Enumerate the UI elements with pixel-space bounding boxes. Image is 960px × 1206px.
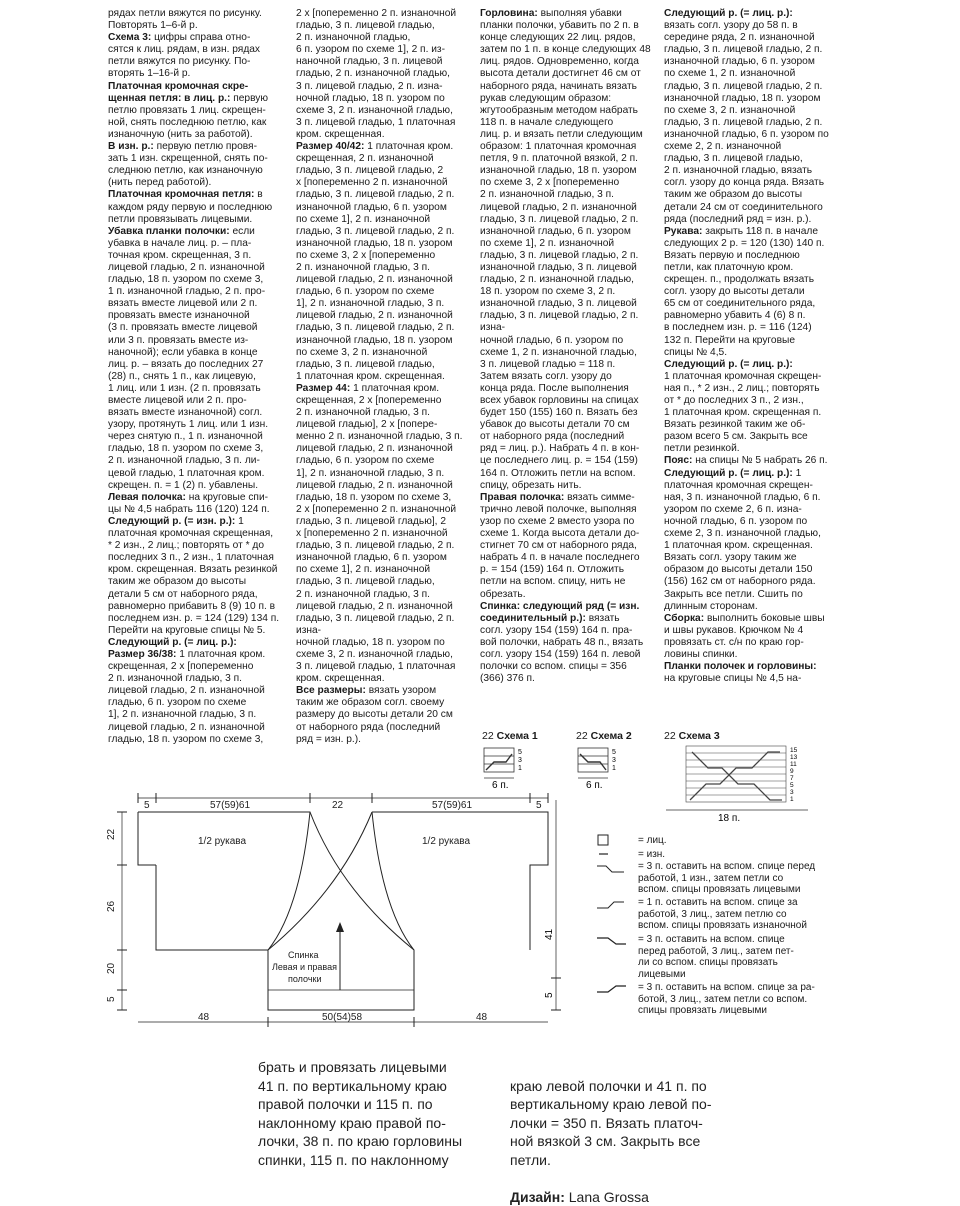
col1-paragraph [108,81,283,141]
col4-paragraph-body: выполнить боковые швы и швы рукавов. Крючком № 4 провязать ст. с/н по краю гор- ловины спинки. [664,612,825,660]
col1-paragraph [108,637,283,746]
col1-paragraph-body: цифры справа отно- сятся к лиц. рядам, в изн. рядах петли вяжутся по рисунку. По- вторять 1–16-й р. [108,32,261,80]
col4-paragraph-body: на спицы № 5 набрать 26 п. [692,455,828,467]
col3-paragraph [480,492,652,601]
legend-purl-symbol [596,848,626,860]
col2-paragraph [296,685,468,745]
col4-paragraph-heading: Следующий р. (= лиц. р.): [664,467,793,479]
dim-top-left-5: 5 [144,800,150,811]
col4-paragraph-body: вязать согл. узору до 58 п. в середине ряда, 2 п. изнаночной гладью, 3 п. лицевой гладью, 2 п. изнаночной гладью, 6 п. узором по схеме 1, 2 п. изнаночной гладью, 3 п. лицевой гладью, 2 п. изнаночной гладью, 18 п. узором по схеме 3, 2 п. изнаночной гладью, 3 п. лицевой гладью, 2 п. изнаночной гладью, 6 п. узором по схеме 2, 2 п. изнаночной гладью, 3 п. лицевой гладью, 2 п. изнаночной гладью, вязать согл. узору до конца ряда. Вязать таким же образом до высоты детали 24 см от соединительного ряда (последний ряд = изн. р.). [664,20,829,225]
design-label: Дизайн: [510,1188,565,1205]
col1-paragraph-heading: Левая полочка: [108,491,186,503]
col3-paragraph-body: вязать симме- трично левой полочке, выполняя узор по схеме 2 вместо узора по схеме 1. Когда высота детали до- стигнет 70 см от наборного ряда, набрать 4 п. в начале последнего р. = 154 (159) 164 п. Отложить петли на вспом. спицу, нить не обрезать. [480,491,640,600]
body-label-2: Левая и правая [272,962,337,972]
text-column-3 [480,8,652,685]
col4-paragraph-heading: Следующий р. (= лиц. р.): [664,8,793,19]
schema-2-row-3: 3 [612,757,616,764]
col1-paragraph-heading: В изн. р.: [108,141,154,153]
dim-top-sleeve-right: 57(59)61 [432,800,473,811]
col4-paragraph-heading: Пояс: [664,455,693,467]
col3-paragraph-body: выполняя убавки планки полочки, убавить по 2 п. в конце следующих 22 лиц. рядов, затем по 1 п. в конце следующих 48 лиц. рядов. Одновременно, когда высота детали достигнет 46 см от наборного ряда, начинать вязать рукав следующим образом: жгутообразным методом набрать 118 п. в начале следующего лиц. р. и вязать петли следующим образом: 1 платочная кромочная петля, 9 п. платочной вязкой, 2 п. изнаночной гладью, 18 п. узором по схеме 3, 2 х [попеременно 2 п. изнаночной гладью, 3 п. лицевой гладью, 2 п. изнаночной гладью, 3 п. лицевой гладью, 2 п. изнаночной гладью, 6 п. узором по схеме 1], 2 п. изнаночной гладью, 3 п. лицевой гладью, 2 п. изнаночной гладью, 3 п. лицевой гладью, 2 п. изнаночной гладью, 18 п. узором по схеме 3, 2 п. изнаночной гладью, 3 п. лицевой гладью, 3 п. лицевой гладью, 2 п. изна- ночной гладью, 6 п. узором по схеме 1, 2 п. изнаночной гладью, 3 п. лицевой гладью = 118 п. Затем вязать согл. узору до конца ряда. После выполнения всех убавок горловины на спицах будет 150 (155) 160 п. Вязать без убавок до высоты детали 70 см от наборного ряда (последний ряд = лиц. р.). Набрать 4 п. в кон- це последнего лиц. р. = 154 (159) 164 п. Отложить петли на вспом. спицу, обрезать нить. [480,8,651,491]
col1-paragraph-body: в каждом ряду первую и последнюю петли провязывать лицевыми. [108,189,273,225]
schema-1-title: 22 Схема 1 [482,730,538,742]
col4-paragraph [664,468,840,613]
body-label-1: Спинка [288,950,319,960]
dim-left-5: 5 [106,996,117,1002]
dim-bottom-center: 50(54)58 [322,1012,363,1023]
legend-purl: = изн. [638,849,666,860]
design-value: Lana Grossa [564,1188,649,1205]
svg-text:9: 9 [790,768,794,775]
legend-cross-4: = 3 п. оставить на вспом. спице за ра- ботой, 3 лиц., затем петли со вспом. спицы провязать лицевыми [638,982,815,1016]
legend-knit: = лиц. [638,835,667,846]
schema-3-title: 22 Схема 3 [664,730,720,742]
legend-knit-symbol [596,834,626,846]
col2-paragraph-heading: Все размеры: [296,685,366,697]
schema-1-row-1: 1 [518,765,522,772]
schema-1-row-5: 5 [518,749,522,756]
schema-1-chart [476,744,546,790]
bottom-text-right [510,1058,750,1206]
col1-paragraph-heading: Схема 3: [108,32,152,44]
dim-top-center: 22 [332,800,344,811]
schema-2-row-5: 5 [612,749,616,756]
col4-paragraph-heading: Рукава: [664,225,703,237]
sleeve-left-label: 1/2 рукава [198,836,247,847]
bottom-text-right-body: краю левой полочки и 41 п. по вертикальному краю левой по- лочки = 350 п. Вязать платоч- ной вязкой 3 см. Закрыть все петли. [510,1077,712,1168]
col1-paragraph [108,141,283,189]
col1-paragraph-heading: Следующий р. (= лиц. р.): Размер 36/38: [108,636,237,660]
legend-cross-2-symbol [596,898,626,910]
col2-paragraph-body: 1 платочная кром. скрещенная, 2 х [попеременно 2 п. изнаночной гладью, 3 п. лицевой гладью], 2 х [попере- менно 2 п. изнаночной гладью, 3 п. лицевой гладью, 2 п. изнаночной гладью, 6 п. узором по схеме 1], 2 п. изнаночной гладью, 3 п. лицевой гладью, 2 п. изнаночной гладью, 18 п. узором по схеме 3, 2 х [попеременно 2 п. изнаночной гладью, 3 п. лицевой гладью], 2 х [попеременно 2 п. изнаночной гладью, 3 п. лицевой гладью, 2 п. изнаночной гладью, 6 п. узором по схеме 1], 2 п. изнаночной гладью, 3 п. лицевой гладью, 2 п. изнаночной гладью, 3 п. лицевой гладью, 2 п. изнаночной гладью, 3 п. лицевой гладью, 2 п. изна- ночной гладью, 18 п. узором по схеме 3, 2 п. изнаночной гладью, 3 п. лицевой гладью, 1 платочная кром. скрещенная. [296,382,463,685]
schema-3-chart [656,744,836,822]
col3-paragraph-heading: Спинка: следующий ряд (= изн. соединительный р.): [480,600,640,624]
svg-text:15: 15 [790,747,798,754]
col1-paragraph-body: рядах петли вяжутся по рисунку. Повторять 1–6-й р. [108,8,262,32]
dim-bottom-left-48: 48 [198,1012,210,1023]
schema-3-width: 18 п. [718,813,741,822]
col1-paragraph [108,516,283,637]
col3-paragraph [480,8,652,492]
col4-paragraph [664,359,840,456]
col4-paragraph [664,613,840,661]
text-column-4 [664,8,840,685]
col3-paragraph [480,601,652,686]
legend-cross-1-symbol [596,862,626,874]
col4-paragraph [664,226,840,359]
col4-paragraph-heading: Следующий р. (= лиц. р.): [664,358,793,370]
col1-paragraph [108,32,283,80]
schema-2-row-1: 1 [612,765,616,772]
dim-left-22: 22 [106,828,117,840]
col1-paragraph [108,492,283,516]
col2-paragraph-body: 2 х [попеременно 2 п. изнаночной гладью, 3 п. лицевой гладью, 2 п. изнаночной гладью, 6 п. узором по схеме 1], 2 п. из- наночной гладью, 3 п. лицевой гладью, 2 п. изнаночной гладью, 3 п. лицевой гладью, 2 п. изна- ночной гладью, 18 п. узором по схеме 3, 2 п. изнаночной гладью, 3 п. лицевой гладью, 1 платочная кром. скрещенная. [296,8,457,140]
col1-paragraph-body: на круговые спи- цы № 4,5 набрать 116 (120) 124 п. [108,491,270,515]
col3-paragraph-heading: Горловина: [480,8,538,19]
legend-cross-1: = 3 п. оставить на вспом. спице перед работой, 1 изн., затем петли со вспом. спицы провязать лицевыми [638,861,816,895]
legend-cross-3: = 3 п. оставить на вспом. спице перед работой, 3 лиц., затем пет- ли со вспом. спицы провязать лицевыми [638,934,794,980]
schema-1-width: 6 п. [492,780,509,790]
schema-2-chart [570,744,640,790]
dim-left-26: 26 [106,900,117,912]
col4-paragraph [664,8,840,226]
dim-right-5: 5 [544,992,555,998]
col2-paragraph-heading: Размер 40/42: [296,141,365,153]
legend-cross-3-symbol [596,934,626,946]
dim-right-41: 41 [544,928,555,940]
col4-paragraph-body: 1 платочная кромочная скрещен- ная п., * 2 изн., 2 лиц.; повторять от * до последних 3 п., 2 изн., 1 платочная кром. скрещенная п. Вязать резинкой таким же об- разом всего 5 см. Закрыть все петли резинкой. [664,370,822,455]
col1-paragraph [108,8,283,32]
col4-paragraph-body: закрыть 118 п. в начале следующих 2 р. = 120 (130) 140 п. Вязать первую и последнюю петли, как платочную кром. скрещен. п., продолжать вязать согл. узору до высоты детали 65 см от соединительного ряда, равномерно убавить 4 (6) 8 п. в последнем изн. р. = 116 (124) 132 п. Перейти на круговые спицы № 4,5. [664,225,825,358]
svg-text:13: 13 [790,754,798,761]
svg-text:7: 7 [790,775,794,782]
svg-text:1: 1 [790,796,794,803]
col1-paragraph-heading: Платочная кромочная петля: [108,189,255,201]
text-column-1 [108,8,283,746]
col1-paragraph-body: 1 платочная кромочная скрещенная, * 2 изн., 2 лиц.; повторять от * до последних 3 п., 2 изн., 1 платочная кром. скрещенная. Вязать резинкой таким же образом до высоты детали 5 см от наборного ряда, равномерно прибавить 8 (9) 10 п. в последнем изн. р. = 124 (129) 134 п. Перейти на круговые спицы № 5. [108,515,280,636]
svg-text:3: 3 [790,789,794,796]
bottom-text-left: брать и провязать лицевыми 41 п. по вертикальному краю правой полочки и 115 п. по наклонному краю правой по- лочки, 38 п. по краю горловины спинки, 115 п. по наклонному [258,1059,463,1168]
svg-text:5: 5 [790,782,794,789]
sleeve-right-label: 1/2 рукава [422,836,471,847]
col1-paragraph-body: первую петлю провязать 1 лиц. скрещен- ной, снять последнюю петлю, как изнаночную (нить за работой). [108,92,268,140]
col2-paragraph [296,8,468,141]
col3-paragraph-heading: Правая полочка: [480,491,565,503]
col4-paragraph-body: 1 платочная кромочная скрещен- ная, 3 п. изнаночной гладью, 6 п. узором по схеме 2, 6 п. изна- ночной гладью, 6 п. узором по схеме 2, 3 п. изнаночной гладью, 1 платочная кром. скрещенная. Вязать согл. узору таким же образом до высоты детали 150 (156) 162 см от наборного ряда. Закрыть все петли. Сшить по длинным сторонам. [664,467,821,612]
col1-paragraph-body: первую петлю провя- зать 1 изн. скрещенной, снять по- следнюю петлю, как изнаночную (нить перед работой). [108,141,268,189]
dim-top-right-5: 5 [536,800,542,811]
dim-top-sleeve-left: 57(59)61 [210,800,251,811]
col1-paragraph-body: если убавка в начале лиц. р. – пла- точная кром. скрещенная, 3 п. лицевой гладью, 2 п. изнаночной гладью, 18 п. узором по схеме 3, 1 п. изнаночной гладью, 2 п. про- вязать вместе лицевой или 2 п. провязать вместе изнаночной (3 п. провязать вместе лицевой или 3 п. провязать вместе из- наночной); если убавка в конце лиц. р. – вязать до последних 27 (28) п., снять 1 п., как лицевую, 1 лиц. или 1 изн. (2 п. провязать вместе лицевой или 2 п. про- вязать вместе изнаночной) согл. узору, протянуть 1 лиц. или 1 изн. через снятую п., 1 п. изнаночной гладью, 18 п. узором по схеме 3, 2 п. изнаночной гладью, 3 п. ли- цевой гладью, 1 платочная кром. скрещен. п. = 1 (2) п. убавлены. [108,225,269,491]
body-label-3: полочки [288,974,322,984]
text-column-2 [296,8,468,746]
col1-paragraph [108,189,283,225]
col1-paragraph-heading: Следующий р. (= изн. р.): [108,515,236,527]
dim-left-20: 20 [106,962,117,974]
col4-paragraph [664,455,840,467]
col4-paragraph-heading: Сборка: [664,612,705,624]
col2-paragraph [296,141,468,383]
svg-text:11: 11 [790,761,797,768]
col1-paragraph-heading: Платочная кромочная скре- щенная петля: в лиц. р.: [108,80,249,104]
col4-paragraph [664,661,840,685]
col4-paragraph-body: на круговые спицы № 4,5 на- [664,673,802,685]
schema-2-width: 6 п. [586,780,603,790]
garment-pattern-diagram [100,790,570,1030]
col4-paragraph-heading: Планки полочек и горловины: [664,661,817,673]
col2-paragraph-body: 1 платочная кром. скрещенная, 2 п. изнаночной гладью, 3 п. лицевой гладью, 2 х [попеременно 2 п. изнаночной гладью, 3 п. лицевой гладью, 2 п. изнаночной гладью, 6 п. узором по схеме 1], 2 п. изнаночной гладью, 3 п. лицевой гладью, 2 п. изнаночной гладью, 18 п. узором по схеме 3, 2 х [попеременно 2 п. изнаночной гладью, 3 п. лицевой гладью, 2 п. изнаночной гладью, 6 п. узором по схеме 1], 2 п. изнаночной гладью, 3 п. лицевой гладью, 2 п. изнаночной гладью, 3 п. лицевой гладью, 2 п. изнаночной гладью, 18 п. узором по схеме 3, 2 п. изнаночной гладью, 3 п. лицевой гладью, 1 платочная кром. скрещенная. [296,141,455,382]
col1-paragraph-heading: Убавка планки полочки: [108,225,230,237]
col2-paragraph-heading: Размер 44: [296,382,351,394]
col1-paragraph-body: 1 платочная кром. скрещенная, 2 х [попеременно 2 п. изнаночной гладью, 3 п. лицевой гладью, 2 п. изнаночной гладью, 6 п. узором по схеме 1], 2 п. изнаночной гладью, 3 п. лицевой гладью, 2 п. изнаночной гладью, 18 п. узором по схеме 3, [108,648,266,745]
dim-bottom-right-48: 48 [476,1012,488,1023]
col1-paragraph [108,226,283,492]
legend-cross-2: = 1 п. оставить на вспом. спице за работой, 3 лиц., затем петлю со вспом. спицы провязать изнаночной [638,897,807,931]
schema-1-row-3: 3 [518,757,522,764]
col3-paragraph-body: вязать согл. узору 154 (159) 164 п. пра- вой полочки, набрать 48 п., вязать согл. узору 154 (159) 164 п. левой полочки со вспом. спицы = 356 (366) 376 п. [480,612,644,685]
legend-cross-4-symbol [596,982,626,994]
col2-paragraph [296,383,468,685]
right-dimension-line [544,800,568,1020]
schema-2-title: 22 Схема 2 [576,730,632,742]
col2-paragraph-body: вязать узором таким же образом согл. своему размеру до высоты детали 20 см от наборного ряда (последний ряд = изн. р.). [296,685,453,745]
